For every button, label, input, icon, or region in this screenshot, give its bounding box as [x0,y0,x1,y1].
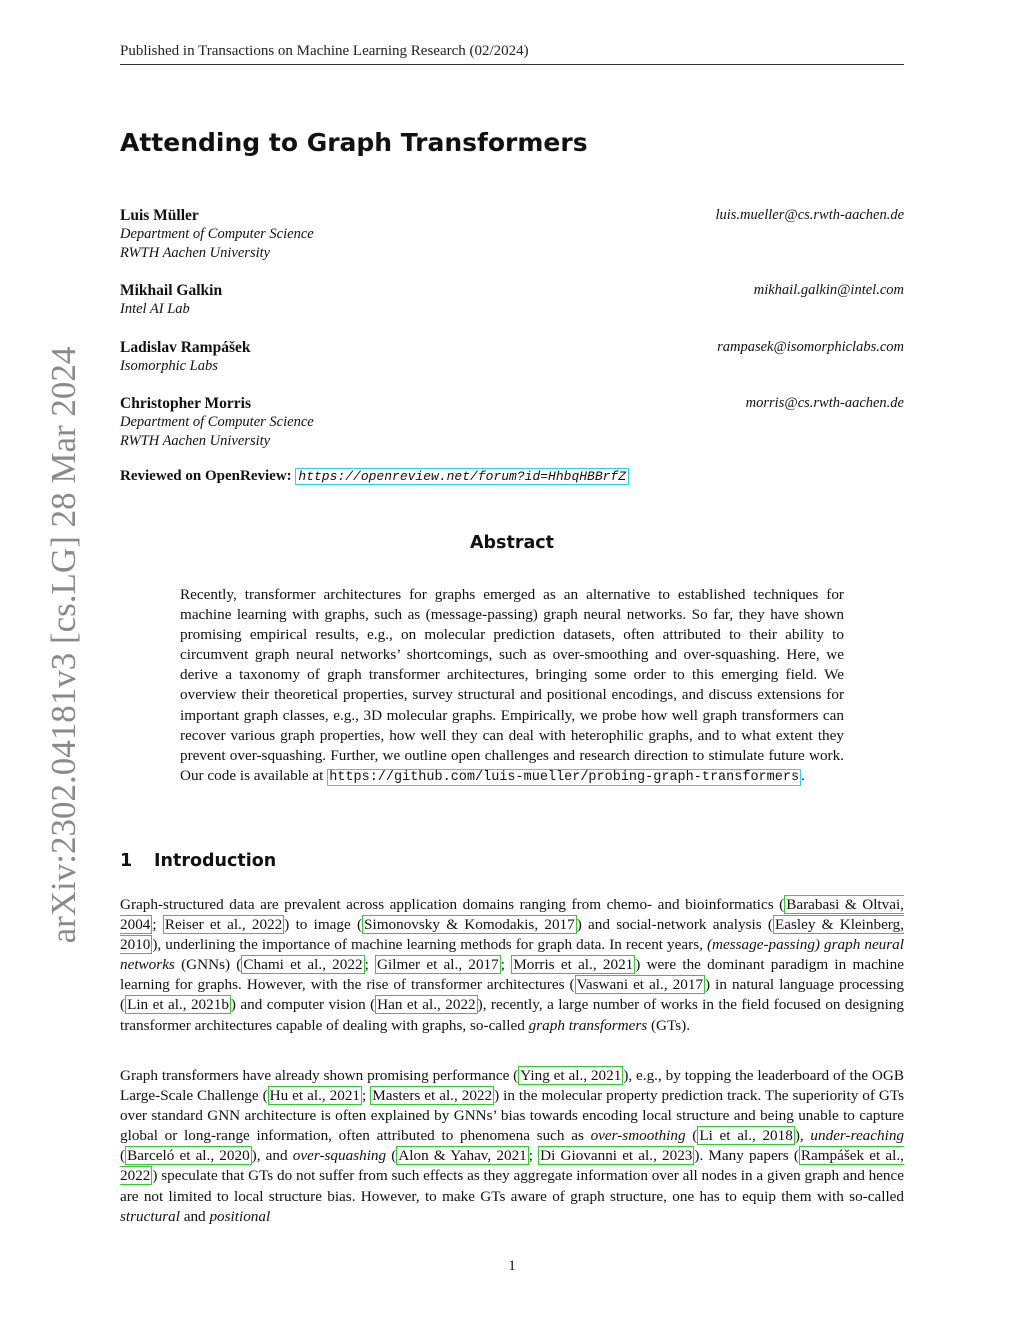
text-run: ) to image ( [284,916,363,934]
text-run: ( [120,1147,126,1165]
citation-link[interactable]: Simonovsky & Komodakis, 2017 [364,916,575,934]
text-run: ) in natural language processing ( [120,976,904,1014]
author-affiliation: RWTH Aachen University [120,433,271,449]
text-run: ) and social-network analysis ( [576,916,773,934]
text-run: ; [364,956,376,974]
citation-link[interactable]: Masters et al., 2022 [372,1087,493,1105]
author-block [120,206,904,263]
author-email[interactable]: rampasek@isomorphiclabs.com [717,339,904,355]
author-email[interactable]: mikhail.galkin@intel.com [753,282,904,298]
citation-link[interactable]: Gilmer et al., 2017 [377,956,499,974]
author-block [120,338,904,376]
text-run: (GNNs) ( [174,956,242,974]
text-run: ; [362,1087,371,1105]
review-label: Reviewed on OpenReview: [120,468,292,484]
text-run: ), recently, a large number of works in the field focused on designing transformer architectures capable of dealing with graphs, so-called [120,996,904,1034]
citation-link[interactable]: Barabasi & Oltvai, 2004 [120,896,904,934]
author-name: Christopher Morris [120,395,252,412]
emphasis: graph transformers [528,1016,648,1034]
text-run: (GTs). [647,1016,691,1034]
author-affiliation: Isomorphic Labs [120,358,218,374]
code-repository-link[interactable]: https://github.com/luis-mueller/probing-graph-transformers [329,769,800,785]
emphasis: under-reaching [810,1127,905,1145]
citation-link[interactable]: Di Giovanni et al., 2023 [540,1147,693,1165]
text-run: ( [685,1127,698,1145]
text-run: ) and computer vision ( [230,996,376,1014]
openreview-link[interactable]: https://openreview.net/forum?id=HhbqHBBrfZ [295,468,629,485]
text-run: ) in the molecular property prediction track. The superiority of GTs over standard GNN architecture is often explained by GNNs’ bias towards encoding local structure and being unable to capture global or long-range information, often attributed to phenomena such as [120,1087,904,1145]
section-number: 1 [120,851,133,871]
emphasis: over-squashing [292,1147,387,1165]
text-run: Graph transformers have already shown promising performance ( [120,1067,519,1084]
author-affiliation: Department of Computer Science [120,414,314,430]
text-run: Graph-structured data are prevalent across application domains ranging from chemo- and bioinformatics ( [120,896,785,913]
author-affiliation: RWTH Aachen University [120,245,271,261]
abstract-heading: Abstract [469,533,555,553]
author-name: Luis Müller [120,207,199,224]
citation-link[interactable]: Han et al., 2022 [377,996,476,1014]
text-run: and [179,1207,210,1225]
intro-paragraph-2 [120,1066,904,1227]
author-email[interactable]: luis.mueller@cs.rwth-aachen.de [715,207,904,223]
abstract-end: . [801,766,805,784]
author-block [120,281,904,319]
section-heading [120,851,276,871]
author-affiliation: Department of Computer Science [120,226,314,242]
author-affiliation: Intel AI Lab [120,301,190,317]
citation-link[interactable]: Morris et al., 2021 [513,956,634,974]
citation-link[interactable]: Lin et al., 2021b [127,996,229,1014]
citation-link[interactable]: Alon & Yahav, 2021 [398,1147,527,1165]
emphasis: over-smoothing [590,1127,686,1145]
citation-link[interactable]: Hu et al., 2021 [269,1087,361,1105]
arxiv-identifier: arXiv:2302.04181v3 [cs.LG] 28 Mar 2024 [44,346,83,944]
text-run: ; [152,916,163,934]
text-run: ). Many papers ( [694,1147,799,1165]
page-number: 1 [508,1258,516,1274]
citation-link[interactable]: Easley & Kleinberg, 2010 [120,916,904,954]
section-title: Introduction [154,851,277,871]
text-run: ( [386,1147,397,1165]
abstract-text [180,585,844,788]
author-email[interactable]: morris@cs.rwth-aachen.de [745,395,904,411]
citation-link[interactable]: Reiser et al., 2022 [164,916,283,934]
author-name: Ladislav Rampášek [120,339,251,356]
review-line [120,468,629,485]
citation-link[interactable]: Barceló et al., 2020 [127,1147,250,1165]
text-run: ), e.g., by topping the leaderboard of the OGB Large-Scale Challenge ( [120,1067,904,1105]
text-run: ), underlining the importance of machine learning methods for graph data. In recent years, [152,936,707,954]
text-run: ; [500,956,512,974]
author-block [120,394,904,451]
text-run: ), and [251,1147,293,1165]
text-run: ), [794,1127,811,1145]
citation-link[interactable]: Vaswani et al., 2017 [576,976,704,994]
emphasis: positional [209,1207,271,1225]
intro-paragraph-1 [120,895,904,1036]
text-run: ; [528,1147,539,1165]
abstract-body: Recently, transformer architectures for graphs emerged as an alternative to established techniques for machine learning with graphs, such as (message-passing) graph neural networks. So far, they have shown promising empirical results, e.g., on molecular prediction datasets, often attributed to their ability to circumvent graph neural networks’ shortcomings, such as over-smoothing and over-squashing. Here, we derive a taxonomy of graph transformer architectures, bringing some order to this emerging field. We overview their theoretical properties, survey structural and positional encodings, and discuss extensions for important graph classes, e.g., 3D molecular graphs. Empirically, we probe how well graph transformers can recover various graph properties, how well they can deal with heterophilic graphs, and to what extent they prevent over-squashing. Further, we outline open challenges and research direction to stimulate future work. Our code is available at [180,586,844,784]
paper-title: Attending to Graph Transformers [120,128,588,157]
emphasis: structural [120,1207,180,1225]
text-run: ) speculate that GTs do not suffer from such effects as they aggregate information over all nodes in a given graph and hence are not limited to local structure bias. However, to make GTs aware of graph structure, one has to equip them with so-called [120,1167,904,1205]
text-run: ) were the dominant paradigm in machine learning for graphs. However, with the rise of transformer architectures ( [120,956,904,994]
citation-link[interactable]: Rampášek et al., 2022 [120,1147,904,1185]
citation-link[interactable]: Chami et al., 2022 [243,956,363,974]
running-head: Published in Transactions on Machine Learning Research (02/2024) [120,43,904,65]
author-name: Mikhail Galkin [120,282,223,299]
citation-link[interactable]: Li et al., 2018 [699,1127,793,1145]
citation-link[interactable]: Ying et al., 2021 [520,1067,622,1084]
emphasis: (message-passing) graph neural networks [120,936,904,974]
